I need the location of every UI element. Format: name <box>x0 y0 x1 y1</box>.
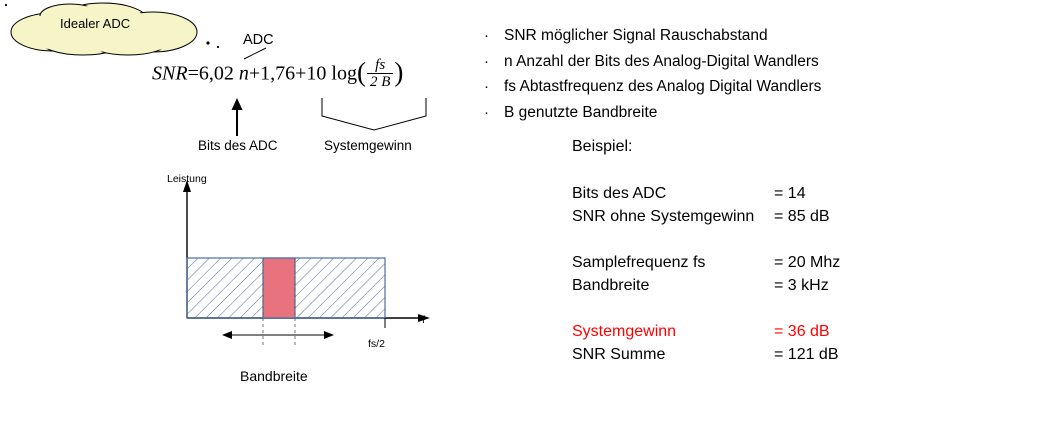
row-value: = 85 dB <box>774 208 830 225</box>
bullet-text: SNR möglicher Signal Rauschabstand <box>504 27 768 44</box>
example-heading: Beispiel: <box>572 138 633 155</box>
row-key: SNR Summe <box>572 346 666 363</box>
formula-log: log <box>331 62 357 85</box>
table-row <box>572 274 1012 297</box>
row-spacer <box>572 297 1012 320</box>
formula-plus2: + <box>295 62 307 85</box>
formula-plus1: + <box>248 62 261 85</box>
right-column <box>484 0 1042 425</box>
table-row <box>572 251 1012 274</box>
list-item <box>484 25 1029 46</box>
formula-c: 10 <box>306 62 327 85</box>
row-key: Bits des ADC <box>572 185 667 202</box>
formula-frac-num: fs <box>375 57 386 73</box>
bullet-text: fs Abtastfrequenz des Analog Digital Wandlers <box>504 78 822 95</box>
list-item <box>484 102 1029 123</box>
table-row <box>572 343 1012 366</box>
bullet-dot-icon: · <box>484 78 489 95</box>
snr-formula <box>152 58 403 91</box>
systemgain-brace-icon <box>318 96 434 138</box>
chart-x-axis-label: f <box>422 314 425 326</box>
row-value: = 20 Mhz <box>774 254 841 271</box>
bullet-text: n Anzahl der Bits des Analog-Digital Wandlers <box>504 52 819 70</box>
bullet-dot-icon: · <box>484 103 489 121</box>
formula-frac-den: 2 B <box>367 73 393 90</box>
chart-y-axis-label: Leistung <box>167 173 207 185</box>
bullet-dot-icon: · <box>484 52 489 70</box>
list-item <box>484 76 1029 97</box>
row-spacer <box>572 228 1012 251</box>
cloud-label: Idealer ADC <box>60 16 131 31</box>
formula-b: 1,76 <box>260 62 296 85</box>
formula-paren-close: ) <box>394 57 404 88</box>
chart-fs-half-label: fs/2 <box>368 338 385 350</box>
formula-a: 6,02 <box>198 62 234 85</box>
chart-bandwidth-label: Bandbreite <box>240 368 308 384</box>
table-row <box>572 205 1012 228</box>
systemgewinn-label: Systemgewinn <box>324 138 412 153</box>
stray-dot-icon <box>2 0 16 14</box>
row-value: = 3 kHz <box>774 277 829 294</box>
formula-n: n <box>238 62 249 85</box>
row-value: = 121 dB <box>774 346 839 363</box>
example-values-table <box>572 182 1012 366</box>
table-row-highlight <box>572 320 1012 343</box>
row-value: = 36 dB <box>774 323 830 340</box>
bits-des-adc-label: Bits des ADC <box>198 138 278 153</box>
table-row <box>572 182 1012 205</box>
formula-snr: SNR <box>152 62 188 85</box>
bits-arrow-icon <box>222 96 252 138</box>
row-key: SNR ohne Systemgewinn <box>572 208 755 225</box>
row-key: Systemgewinn <box>572 323 677 340</box>
row-value: = 14 <box>774 185 806 202</box>
formula-fraction <box>367 57 393 90</box>
list-item <box>484 51 1029 72</box>
chart-graphic <box>150 170 450 365</box>
adc-label: ADC <box>243 32 274 48</box>
row-key: Samplefrequenz fs <box>572 254 706 271</box>
bullet-dot-icon: · <box>484 27 489 44</box>
formula-equals: = <box>187 62 199 85</box>
definition-bullet-list <box>484 25 1029 127</box>
bullet-text: B genutzte Bandbreite <box>504 103 658 121</box>
left-column <box>0 0 470 425</box>
row-key: Bandbreite <box>572 277 650 294</box>
spectrum-chart <box>150 170 450 390</box>
formula-paren-open: ( <box>356 57 366 88</box>
